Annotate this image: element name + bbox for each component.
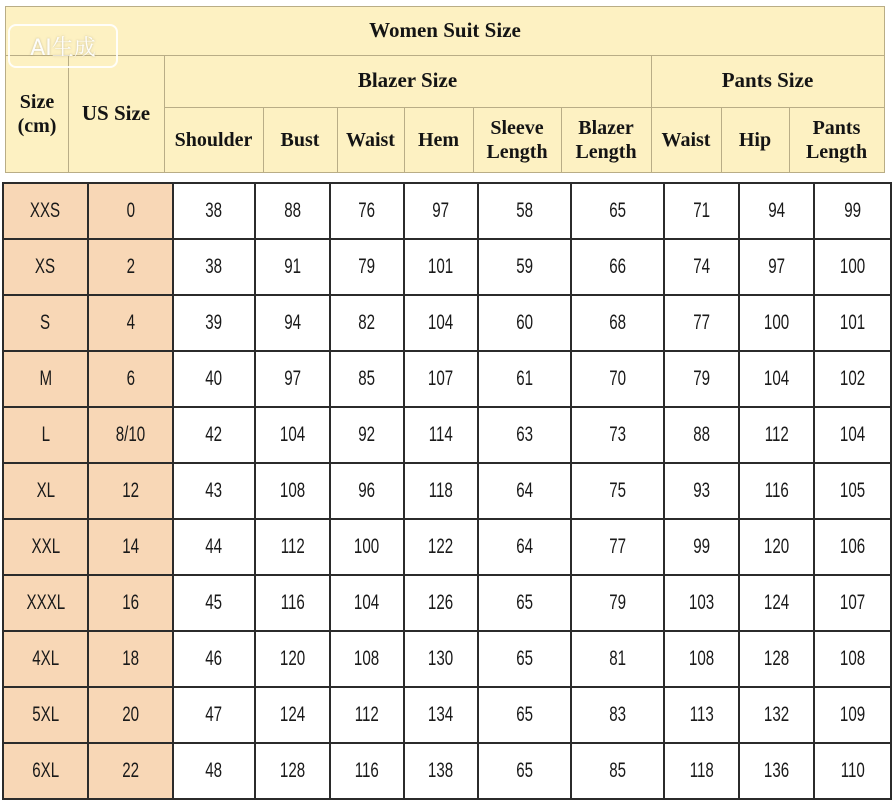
- cell-value: 43: [205, 479, 223, 502]
- table-row: [3, 351, 891, 407]
- cell-value: 46: [205, 647, 223, 670]
- pants-waist-cell: [664, 351, 739, 407]
- blazer-waist-cell: [330, 351, 404, 407]
- cell-value: 110: [840, 759, 865, 782]
- cell-value: 116: [280, 591, 305, 614]
- pants-waist-cell: [664, 407, 739, 463]
- table-row: [3, 575, 891, 631]
- cell-value: 107: [839, 591, 866, 614]
- us-size-cell: [88, 295, 173, 351]
- sleeve-length-cell: [478, 183, 571, 239]
- shoulder-cell: [173, 295, 255, 351]
- cell-value: 124: [763, 591, 790, 614]
- blazer-length-cell: [571, 183, 664, 239]
- hip-cell: [739, 407, 814, 463]
- cell-value: 134: [428, 703, 454, 726]
- blazer-waist-cell: [330, 631, 404, 687]
- cell-value: 114: [428, 423, 454, 446]
- pants-waist-cell: [664, 519, 739, 575]
- cell-value: L: [41, 423, 50, 446]
- blazer-length-header: Blazer Length: [575, 117, 637, 163]
- cell-value: 124: [279, 703, 306, 726]
- cell-value: 20: [122, 703, 139, 726]
- cell-value: 108: [354, 647, 380, 670]
- us-size-cell: [88, 351, 173, 407]
- sleeve-length-cell: [478, 463, 571, 519]
- hem-cell: [404, 407, 478, 463]
- cell-value: 75: [609, 479, 626, 502]
- sleeve-length-header: Sleeve Length: [486, 117, 548, 163]
- blazer-waist-header: Waist: [346, 129, 395, 151]
- shoulder-cell: [173, 743, 255, 799]
- blazer-waist-cell: [330, 295, 404, 351]
- size-cell: [3, 575, 88, 631]
- cell-value: 96: [358, 479, 376, 502]
- bust-cell: [255, 575, 330, 631]
- cell-value: 104: [839, 423, 866, 446]
- table-body: [3, 183, 891, 799]
- blazer-waist-cell: [330, 519, 404, 575]
- bust-cell: [255, 743, 330, 799]
- table-row: [3, 687, 891, 743]
- blazer-length-cell: [571, 407, 664, 463]
- hem-cell: [404, 575, 478, 631]
- table-row: [3, 463, 891, 519]
- cell-value: 88: [693, 423, 710, 446]
- cell-value: 91: [284, 255, 301, 278]
- size-cell: [3, 631, 88, 687]
- blazer-length-cell: [571, 295, 664, 351]
- cell-value: 65: [516, 703, 533, 726]
- cell-value: 65: [516, 591, 533, 614]
- shoulder-cell: [173, 575, 255, 631]
- hem-cell: [404, 631, 478, 687]
- blazer-length-cell: [571, 575, 664, 631]
- cell-value: XL: [36, 479, 55, 502]
- pants-length-cell: [814, 407, 891, 463]
- blazer-length-cell: [571, 351, 664, 407]
- sleeve-length-cell: [478, 351, 571, 407]
- cell-value: 58: [516, 199, 533, 222]
- cell-value: 85: [358, 367, 376, 390]
- sleeve-length-cell: [478, 519, 571, 575]
- hem-cell: [404, 743, 478, 799]
- blazer-waist-cell: [330, 687, 404, 743]
- cell-value: 68: [609, 311, 626, 334]
- bust-cell: [255, 407, 330, 463]
- pants-length-cell: [814, 295, 891, 351]
- cell-value: 74: [693, 255, 710, 278]
- hip-cell: [739, 295, 814, 351]
- cell-value: 128: [763, 647, 790, 670]
- sleeve-length-cell: [478, 575, 571, 631]
- cell-value: 103: [688, 591, 715, 614]
- cell-value: 132: [763, 703, 790, 726]
- table-row: [3, 743, 891, 799]
- cell-value: 138: [428, 759, 454, 782]
- cell-value: 79: [358, 255, 376, 278]
- cell-value: 39: [205, 311, 223, 334]
- cell-value: XS: [35, 255, 56, 278]
- cell-value: 4: [126, 311, 135, 334]
- pants-length-cell: [814, 351, 891, 407]
- hip-cell: [739, 463, 814, 519]
- shoulder-cell: [173, 239, 255, 295]
- size-cell: [3, 239, 88, 295]
- us-size-cell: [88, 631, 173, 687]
- cell-value: 66: [609, 255, 626, 278]
- sleeve-length-cell: [478, 407, 571, 463]
- cell-value: XXS: [30, 199, 61, 222]
- pants-length-cell: [814, 631, 891, 687]
- us-size-cell: [88, 519, 173, 575]
- cell-value: 60: [516, 311, 533, 334]
- bust-cell: [255, 687, 330, 743]
- cell-value: 126: [428, 591, 454, 614]
- hem-cell: [404, 463, 478, 519]
- pants-group-header: Pants Size: [721, 68, 814, 93]
- shoulder-header: Shoulder: [174, 129, 253, 151]
- cell-value: 112: [764, 423, 789, 446]
- pants-length-header: Pants Length: [805, 117, 868, 163]
- size-data-table: [2, 182, 892, 800]
- size-cell: [3, 743, 88, 799]
- shoulder-cell: [173, 519, 255, 575]
- bust-cell: [255, 183, 330, 239]
- cell-value: 105: [839, 479, 866, 502]
- cell-value: 88: [284, 199, 301, 222]
- size-cell: [3, 687, 88, 743]
- hem-cell: [404, 351, 478, 407]
- cell-value: 97: [768, 255, 785, 278]
- ai-generated-watermark: AI生成: [8, 24, 118, 68]
- cell-value: 65: [609, 199, 626, 222]
- pants-length-cell: [814, 575, 891, 631]
- blazer-waist-cell: [330, 743, 404, 799]
- cell-value: 136: [763, 759, 790, 782]
- cell-value: 116: [764, 479, 789, 502]
- cell-value: 97: [432, 199, 450, 222]
- cell-value: XXXL: [26, 591, 65, 614]
- hem-cell: [404, 295, 478, 351]
- us-size-header: US Size: [81, 101, 151, 126]
- size-cell: [3, 519, 88, 575]
- cell-value: 48: [205, 759, 223, 782]
- table-row: [3, 631, 891, 687]
- size-table: [2, 182, 890, 800]
- us-size-cell: [88, 239, 173, 295]
- cell-value: XXL: [31, 535, 60, 558]
- sleeve-length-cell: [478, 743, 571, 799]
- cell-value: 104: [428, 311, 454, 334]
- us-size-cell: [88, 183, 173, 239]
- hip-cell: [739, 519, 814, 575]
- pants-waist-cell: [664, 631, 739, 687]
- cell-value: 120: [279, 647, 306, 670]
- cell-value: 0: [126, 199, 135, 222]
- cell-value: 116: [354, 759, 380, 782]
- blazer-group-header: Blazer Size: [357, 68, 458, 93]
- hem-header: Hem: [417, 129, 460, 151]
- cell-value: 47: [205, 703, 223, 726]
- shoulder-cell: [173, 631, 255, 687]
- cell-value: 106: [839, 535, 866, 558]
- cell-value: 92: [358, 423, 376, 446]
- cell-value: 12: [122, 479, 139, 502]
- cell-value: 94: [284, 311, 301, 334]
- cell-value: 118: [689, 759, 714, 782]
- hip-cell: [739, 183, 814, 239]
- cell-value: 42: [205, 423, 223, 446]
- blazer-waist-cell: [330, 463, 404, 519]
- table-row: [3, 295, 891, 351]
- bust-cell: [255, 295, 330, 351]
- size-cell: [3, 183, 88, 239]
- cell-value: 101: [839, 311, 866, 334]
- cell-value: 100: [839, 255, 866, 278]
- cell-value: 65: [516, 647, 533, 670]
- pants-length-cell: [814, 239, 891, 295]
- hip-cell: [739, 631, 814, 687]
- blazer-length-cell: [571, 687, 664, 743]
- blazer-length-cell: [571, 631, 664, 687]
- cell-value: 99: [693, 535, 710, 558]
- blazer-waist-cell: [330, 183, 404, 239]
- table-row: [3, 519, 891, 575]
- size-cell: [3, 295, 88, 351]
- cell-value: 63: [516, 423, 533, 446]
- cell-value: 18: [122, 647, 139, 670]
- cell-value: 100: [354, 535, 380, 558]
- cell-value: 38: [205, 255, 223, 278]
- cell-value: 104: [354, 591, 380, 614]
- cell-value: 14: [122, 535, 139, 558]
- chart-title: Women Suit Size: [369, 18, 521, 43]
- blazer-waist-cell: [330, 239, 404, 295]
- cell-value: 73: [609, 423, 626, 446]
- hem-cell: [404, 519, 478, 575]
- cell-value: 104: [763, 367, 790, 390]
- table-row: [3, 407, 891, 463]
- cell-value: 79: [693, 367, 710, 390]
- us-size-cell: [88, 687, 173, 743]
- pants-waist-cell: [664, 295, 739, 351]
- us-size-cell: [88, 743, 173, 799]
- cell-value: S: [40, 311, 51, 334]
- cell-value: 108: [839, 647, 866, 670]
- pants-waist-cell: [664, 687, 739, 743]
- cell-value: 120: [763, 535, 790, 558]
- cell-value: 99: [844, 199, 861, 222]
- cell-value: 130: [428, 647, 454, 670]
- cell-value: 76: [358, 199, 376, 222]
- hip-cell: [739, 239, 814, 295]
- hip-cell: [739, 687, 814, 743]
- blazer-waist-cell: [330, 575, 404, 631]
- cell-value: 102: [839, 367, 866, 390]
- cell-value: 22: [122, 759, 139, 782]
- pants-waist-cell: [664, 239, 739, 295]
- cell-value: 65: [516, 759, 533, 782]
- shoulder-cell: [173, 407, 255, 463]
- cell-value: 113: [689, 703, 714, 726]
- sleeve-length-cell: [478, 239, 571, 295]
- cell-value: 97: [284, 367, 301, 390]
- cell-value: 44: [205, 535, 223, 558]
- cell-value: 40: [205, 367, 223, 390]
- cell-value: 93: [693, 479, 710, 502]
- bust-cell: [255, 239, 330, 295]
- us-size-cell: [88, 407, 173, 463]
- cell-value: M: [39, 367, 52, 390]
- sleeve-length-cell: [478, 295, 571, 351]
- pants-waist-cell: [664, 463, 739, 519]
- cell-value: 108: [688, 647, 715, 670]
- pants-length-cell: [814, 687, 891, 743]
- bust-header: Bust: [280, 129, 320, 151]
- cell-value: 109: [839, 703, 866, 726]
- cell-value: 59: [516, 255, 533, 278]
- cell-value: 128: [279, 759, 306, 782]
- blazer-waist-cell: [330, 407, 404, 463]
- pants-waist-cell: [664, 183, 739, 239]
- hip-cell: [739, 575, 814, 631]
- pants-length-cell: [814, 743, 891, 799]
- cell-value: 77: [609, 535, 626, 558]
- table-header: [5, 6, 885, 173]
- size-cell: [3, 463, 88, 519]
- cell-value: 45: [205, 591, 223, 614]
- cell-value: 8/10: [115, 423, 146, 446]
- cell-value: 83: [609, 703, 626, 726]
- cell-value: 104: [279, 423, 306, 446]
- us-size-cell: [88, 463, 173, 519]
- cell-value: 112: [354, 703, 380, 726]
- cell-value: 107: [428, 367, 454, 390]
- cell-value: 100: [763, 311, 790, 334]
- bust-cell: [255, 631, 330, 687]
- size-cm-header: Size (cm): [17, 91, 57, 137]
- shoulder-cell: [173, 687, 255, 743]
- pants-length-cell: [814, 183, 891, 239]
- cell-value: 70: [609, 367, 626, 390]
- bust-cell: [255, 351, 330, 407]
- cell-value: 101: [428, 255, 454, 278]
- bust-cell: [255, 519, 330, 575]
- pants-waist-cell: [664, 575, 739, 631]
- hem-cell: [404, 183, 478, 239]
- cell-value: 77: [693, 311, 710, 334]
- cell-value: 16: [122, 591, 139, 614]
- table-row: [3, 239, 891, 295]
- size-cell: [3, 351, 88, 407]
- cell-value: 5XL: [32, 703, 59, 726]
- cell-value: 71: [693, 199, 710, 222]
- cell-value: 118: [428, 479, 454, 502]
- pants-length-cell: [814, 519, 891, 575]
- cell-value: 85: [609, 759, 626, 782]
- hem-cell: [404, 687, 478, 743]
- hip-cell: [739, 351, 814, 407]
- cell-value: 82: [358, 311, 376, 334]
- cell-value: 81: [609, 647, 626, 670]
- cell-value: 122: [428, 535, 454, 558]
- blazer-length-cell: [571, 743, 664, 799]
- cell-value: 64: [516, 479, 533, 502]
- cell-value: 108: [279, 479, 306, 502]
- hip-header: Hip: [738, 129, 772, 151]
- cell-value: 94: [768, 199, 785, 222]
- cell-value: 79: [609, 591, 626, 614]
- cell-value: 112: [280, 535, 305, 558]
- hip-cell: [739, 743, 814, 799]
- pants-waist-header: Waist: [661, 129, 711, 151]
- cell-value: 4XL: [32, 647, 59, 670]
- blazer-length-cell: [571, 519, 664, 575]
- sleeve-length-cell: [478, 631, 571, 687]
- pants-length-cell: [814, 463, 891, 519]
- size-cell: [3, 407, 88, 463]
- cell-value: 6: [126, 367, 135, 390]
- shoulder-cell: [173, 351, 255, 407]
- cell-value: 6XL: [32, 759, 59, 782]
- cell-value: 64: [516, 535, 533, 558]
- shoulder-cell: [173, 463, 255, 519]
- cell-value: 61: [516, 367, 533, 390]
- blazer-length-cell: [571, 463, 664, 519]
- bust-cell: [255, 463, 330, 519]
- shoulder-cell: [173, 183, 255, 239]
- sleeve-length-cell: [478, 687, 571, 743]
- us-size-cell: [88, 575, 173, 631]
- table-row: [3, 183, 891, 239]
- cell-value: 38: [205, 199, 223, 222]
- blazer-length-cell: [571, 239, 664, 295]
- cell-value: 2: [126, 255, 135, 278]
- pants-waist-cell: [664, 743, 739, 799]
- hem-cell: [404, 239, 478, 295]
